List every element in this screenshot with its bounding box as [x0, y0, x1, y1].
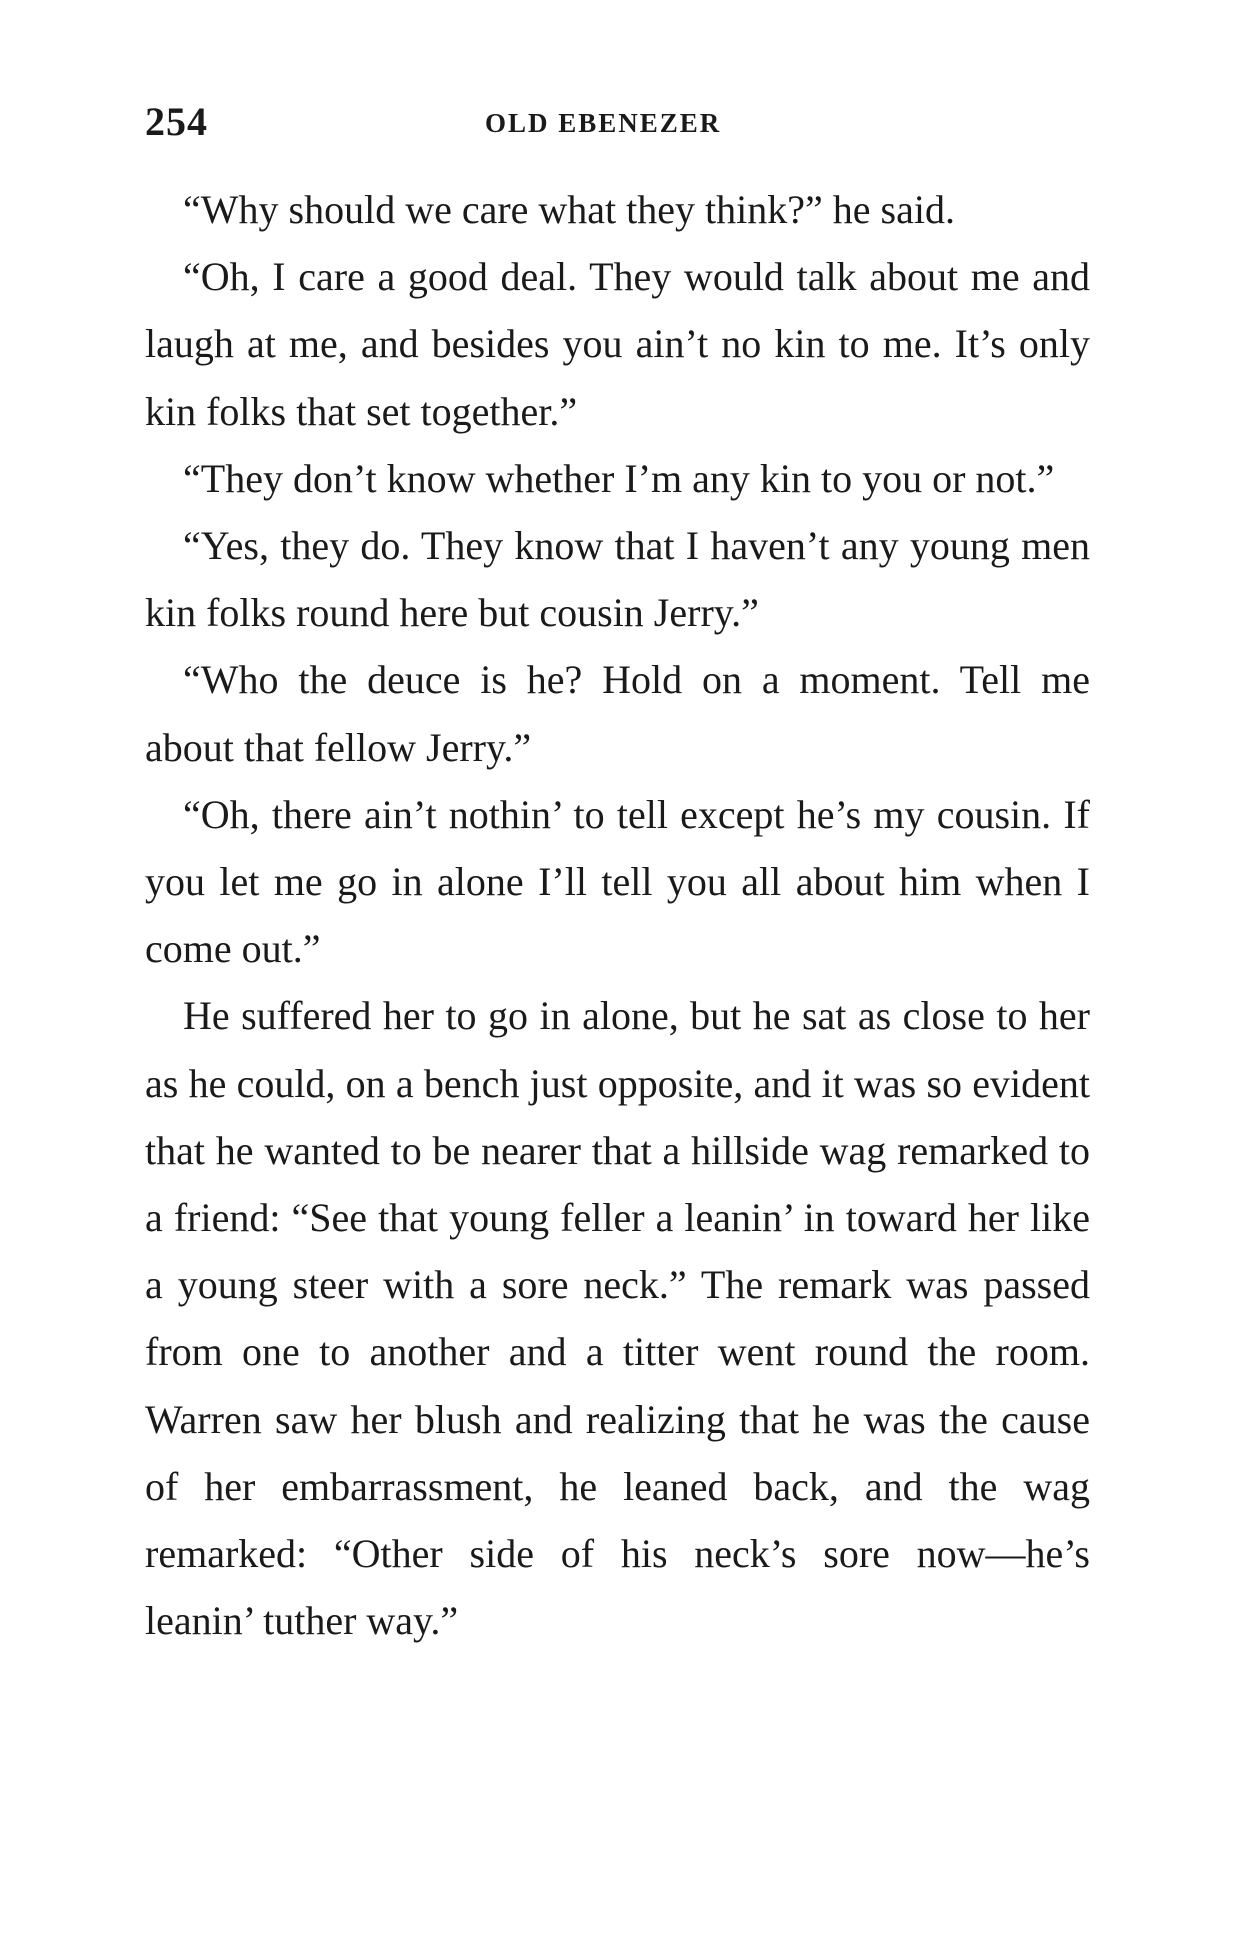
body-text [145, 176, 1090, 1654]
page-number: 254 [145, 99, 208, 144]
paragraph: “Why should we care what they think?” he said. [183, 187, 955, 232]
paragraph: “Oh, I care a good deal. They would talk about me and laugh at me, and besides you ain’t no kin to me. It’s only kin folks that set together.” [145, 254, 1090, 434]
paragraph: “Who the deuce is he? Hold on a moment. Tell me about that fellow Jerry.” [145, 657, 1090, 770]
paragraph: He suffered her to go in alone, but he sat as close to her as he could, on a bench just opposite, and it was so evident that he wanted to be nearer that a hillside wag remarked to a friend: “See that young feller a leanin’ in toward her like a young steer with a sore neck.” The remark was passed from one to another and a titter went round the room. Warren saw her blush and realizing that he was the cause of her embarrassment, he leaned back, and the wag remarked: “Other side of his neck’s sore now—he’s leanin’ tuther way.” [145, 993, 1090, 1644]
paragraph: “They don’t know whether I’m any kin to you or not.” [183, 455, 1055, 501]
page-header [145, 98, 1090, 148]
running-title: OLD EBENEZER [485, 108, 722, 138]
paragraph: “Oh, there ain’t nothin’ to tell except he’s my cousin. If you let me go in alone I’ll tell you all about him when I come out.” [145, 791, 1090, 972]
paragraph: “Yes, they do. They know that I haven’t any young men kin folks round here but cousin Jerry.” [145, 523, 1090, 636]
